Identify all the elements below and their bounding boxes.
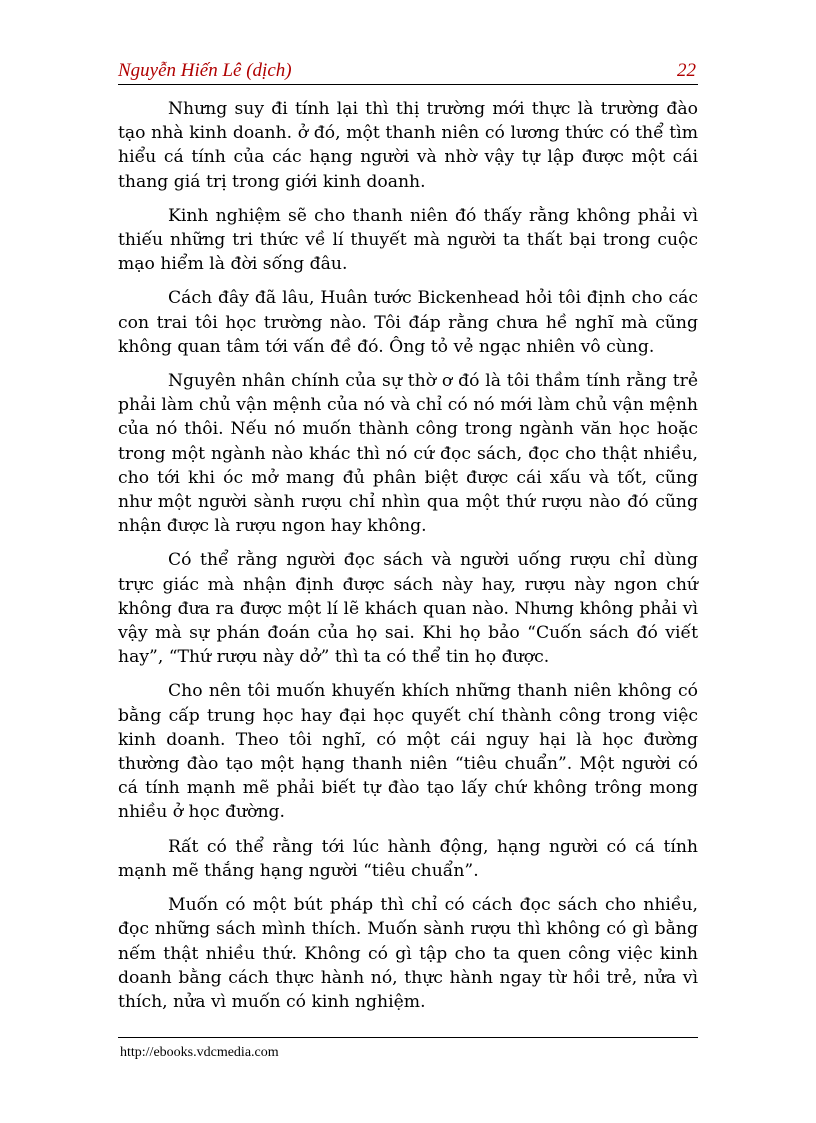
paragraph: Kinh nghiệm sẽ cho thanh niên đó thấy rằng không phải vì thiếu những tri thức về lí thuyết mà người ta thất bại trong cuộc mạo hiểm là đời sống đâu. — [118, 205, 698, 275]
paragraph: Có thể rằng người đọc sách và người uống rượu chỉ dùng trực giác mà nhận định được sách này hay, rượu này ngon chứ không đưa ra được một lí lẽ khách quan nào. Nhưng không phải vì vậy mà sự phán đoán của họ sai. Khi họ bảo “Cuốn sách đó viết hay”, “Thứ rượu này dở” thì ta có thể tin họ được. — [118, 550, 698, 668]
paragraph: Cách đây đã lâu, Huân tước Bickenhead hỏi tôi định cho các con trai tôi học trường nào. Tôi đáp rằng chưa hề nghĩ mà cũng không quan tâm tới vấn đề đó. Ông tỏ vẻ ngạc nhiên vô cùng. — [118, 288, 698, 357]
footer-divider — [118, 1037, 698, 1038]
footer-link[interactable]: http://ebooks.vdcmedia.com — [120, 1045, 279, 1060]
paragraph: Cho nên tôi muốn khuyến khích những thanh niên không có bằng cấp trung học hay đại học quyết chí thành công trong việc kinh doanh. Theo tôi nghĩ, có một cái nguy hại là học đường thường đào tạo một hạng thanh niên “tiêu chuẩn”. Một người có cá tính mạnh mẽ phải biết tự đào tạo lấy chứ không trông mong nhiều ở học đường. — [118, 681, 698, 823]
paragraph: Rất có thể rằng tới lúc hành động, hạng người có cá tính mạnh mẽ thắng hạng người “tiêu chuẩn”. — [118, 836, 698, 881]
header-author: Nguyễn Hiến Lê (dịch) — [118, 60, 292, 81]
page-number: 22 — [677, 60, 696, 81]
paragraph: Muốn có một bút pháp thì chỉ có cách đọc sách cho nhiều, đọc những sách mình thích. Muốn sành rượu thì không có gì bằng nếm thật nhiều thứ. Không có gì tập cho ta quen công việc kinh doanh bằng cách thực hành nó, thực hành ngay từ hồi trẻ, nửa vì thích, nửa vì muốn có kinh nghiệm. — [118, 895, 698, 1012]
page-body — [118, 97, 698, 1024]
paragraph: Nguyên nhân chính của sự thờ ơ đó là tôi thầm tính rằng trẻ phải làm chủ vận mệnh của nó và chỉ có nó mới làm chủ vận mệnh của nó thôi. Nếu nó muốn thành công trong ngành văn học hoặc trong một ngành nào khác thì nó cứ đọc sách, đọc cho thật nhiều, cho tới khi óc mở mang đủ phân biệt được cái xấu và tốt, cũng như một người sành rượu chỉ nhìn qua một thứ rượu nào đó cũng nhận được là rượu ngon hay không. — [118, 371, 698, 537]
page-header — [118, 58, 698, 85]
paragraph: Nhưng suy đi tính lại thì thị trường mới thực là trường đào tạo nhà kinh doanh. ở đó, một thanh niên có lương thức có thể tìm hiểu cá tính của các hạng người và nhờ vậy tự lập được một cái thang giá trị trong giới kinh doanh. — [118, 99, 698, 192]
